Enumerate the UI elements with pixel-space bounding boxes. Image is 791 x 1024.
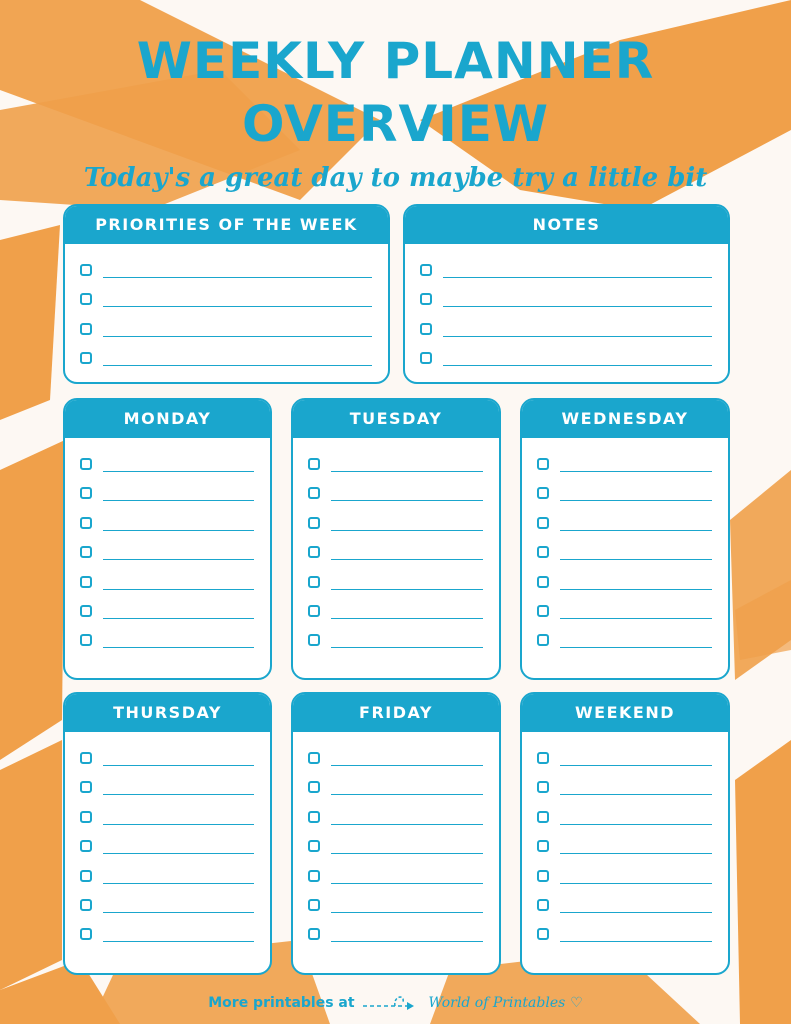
write-line[interactable]	[103, 530, 254, 531]
write-line[interactable]	[103, 618, 254, 619]
checklist-item	[65, 840, 270, 854]
write-line[interactable]	[560, 883, 712, 884]
checklist-item	[65, 293, 388, 307]
checkbox[interactable]	[537, 870, 549, 882]
checklist-item	[293, 781, 499, 795]
write-line[interactable]	[560, 853, 712, 854]
checkbox[interactable]	[80, 870, 92, 882]
write-line[interactable]	[103, 912, 254, 913]
write-line[interactable]	[560, 471, 712, 472]
write-line[interactable]	[331, 853, 483, 854]
checklist-item	[65, 870, 270, 884]
write-line[interactable]	[560, 618, 712, 619]
checkbox[interactable]	[80, 811, 92, 823]
checkbox[interactable]	[80, 352, 92, 364]
write-line[interactable]	[560, 500, 712, 501]
write-line[interactable]	[331, 471, 483, 472]
checkbox[interactable]	[308, 634, 320, 646]
card-monday	[63, 398, 272, 680]
checkbox[interactable]	[80, 634, 92, 646]
checkbox[interactable]	[308, 928, 320, 940]
write-line[interactable]	[331, 883, 483, 884]
checklist-item	[522, 634, 728, 648]
checkbox[interactable]	[537, 605, 549, 617]
checkbox[interactable]	[308, 811, 320, 823]
write-line[interactable]	[443, 306, 712, 307]
card-header-weekend: WEEKEND	[522, 694, 728, 732]
checklist-item	[65, 352, 388, 366]
checklist-item	[65, 928, 270, 942]
checklist-item	[293, 546, 499, 560]
checklist-item	[522, 605, 728, 619]
checkbox[interactable]	[80, 517, 92, 529]
write-line[interactable]	[331, 794, 483, 795]
checklist-item	[65, 752, 270, 766]
checkbox[interactable]	[80, 840, 92, 852]
checkbox[interactable]	[80, 458, 92, 470]
checkbox[interactable]	[80, 546, 92, 558]
checkbox[interactable]	[537, 840, 549, 852]
write-line[interactable]	[103, 365, 372, 366]
checkbox[interactable]	[80, 605, 92, 617]
checklist-item	[522, 811, 728, 825]
card-wednesday	[520, 398, 730, 680]
checklist-item	[405, 264, 728, 278]
card-notes	[403, 204, 730, 384]
checklist-item	[65, 899, 270, 913]
write-line[interactable]	[103, 500, 254, 501]
write-line[interactable]	[103, 824, 254, 825]
checkbox[interactable]	[537, 781, 549, 793]
checklist-item	[522, 517, 728, 531]
page-title-line-1: WEEKLY PLANNER	[136, 32, 655, 90]
checkbox[interactable]	[420, 264, 432, 276]
checkbox[interactable]	[308, 487, 320, 499]
card-thursday	[63, 692, 272, 975]
write-line[interactable]	[560, 647, 712, 648]
checkbox[interactable]	[308, 605, 320, 617]
write-line[interactable]	[331, 765, 483, 766]
checklist-item	[65, 634, 270, 648]
card-header-wednesday: WEDNESDAY	[522, 400, 728, 438]
card-header-tuesday: TUESDAY	[293, 400, 499, 438]
checkbox[interactable]	[308, 458, 320, 470]
card-header-monday: MONDAY	[65, 400, 270, 438]
checklist-item	[405, 323, 728, 337]
write-line[interactable]	[331, 912, 483, 913]
checkbox[interactable]	[308, 576, 320, 588]
dashed-arrow-icon	[359, 992, 423, 1014]
write-line[interactable]	[560, 824, 712, 825]
checklist-item	[293, 487, 499, 501]
write-line[interactable]	[560, 559, 712, 560]
checklist-item	[293, 458, 499, 472]
checklist-item	[293, 928, 499, 942]
write-line[interactable]	[443, 336, 712, 337]
checkbox[interactable]	[308, 840, 320, 852]
checkbox[interactable]	[80, 293, 92, 305]
write-line[interactable]	[103, 559, 254, 560]
checkbox[interactable]	[80, 264, 92, 276]
checkbox[interactable]	[537, 546, 549, 558]
checkbox[interactable]	[80, 781, 92, 793]
card-tuesday	[291, 398, 501, 680]
write-line[interactable]	[331, 941, 483, 942]
checkbox[interactable]	[308, 752, 320, 764]
write-line[interactable]	[443, 277, 712, 278]
checklist-item	[522, 870, 728, 884]
checklist-item	[522, 546, 728, 560]
checklist-item	[65, 781, 270, 795]
checklist-item	[65, 323, 388, 337]
write-line[interactable]	[103, 471, 254, 472]
checklist-item	[522, 781, 728, 795]
checklist-item	[65, 605, 270, 619]
checkbox[interactable]	[308, 781, 320, 793]
write-line[interactable]	[103, 336, 372, 337]
card-header-thursday: THURSDAY	[65, 694, 270, 732]
write-line[interactable]	[103, 277, 372, 278]
checklist-item	[293, 517, 499, 531]
write-line[interactable]	[560, 912, 712, 913]
checklist-item	[65, 487, 270, 501]
page-subtitle: Today's a great day to maybe try a little bit	[83, 163, 708, 193]
write-line[interactable]	[103, 765, 254, 766]
write-line[interactable]	[103, 794, 254, 795]
heart-icon: ♡	[570, 995, 583, 1011]
write-line[interactable]	[103, 306, 372, 307]
checklist-item	[65, 546, 270, 560]
checkbox[interactable]	[537, 458, 549, 470]
write-line[interactable]	[331, 589, 483, 590]
checklist-item	[65, 576, 270, 590]
checkbox[interactable]	[537, 517, 549, 529]
page-title-line-2: OVERVIEW	[241, 95, 550, 153]
checklist-item	[65, 264, 388, 278]
checklist-item	[293, 576, 499, 590]
card-friday	[291, 692, 501, 975]
checklist-item	[522, 928, 728, 942]
card-header-notes: NOTES	[405, 206, 728, 244]
checkbox[interactable]	[80, 576, 92, 588]
card-priorities	[63, 204, 390, 384]
card-header-priorities: PRIORITIES OF THE WEEK	[65, 206, 388, 244]
write-line[interactable]	[103, 853, 254, 854]
checkbox[interactable]	[537, 928, 549, 940]
checkbox[interactable]	[537, 576, 549, 588]
checkbox[interactable]	[537, 487, 549, 499]
checkbox[interactable]	[420, 323, 432, 335]
checklist-item	[293, 605, 499, 619]
checklist-item	[405, 293, 728, 307]
checkbox[interactable]	[420, 293, 432, 305]
checkbox[interactable]	[308, 899, 320, 911]
checklist-item	[522, 752, 728, 766]
checklist-item	[522, 576, 728, 590]
write-line[interactable]	[331, 618, 483, 619]
write-line[interactable]	[443, 365, 712, 366]
write-line[interactable]	[103, 647, 254, 648]
checklist-item	[293, 870, 499, 884]
checklist-item	[522, 899, 728, 913]
checkbox[interactable]	[80, 899, 92, 911]
checklist-item	[522, 458, 728, 472]
checkbox[interactable]	[537, 899, 549, 911]
checkbox[interactable]	[537, 752, 549, 764]
card-weekend	[520, 692, 730, 975]
checkbox[interactable]	[308, 870, 320, 882]
write-line[interactable]	[331, 559, 483, 560]
checkbox[interactable]	[537, 634, 549, 646]
checklist-item	[65, 811, 270, 825]
checkbox[interactable]	[420, 352, 432, 364]
checklist-item	[293, 899, 499, 913]
checklist-item	[293, 840, 499, 854]
checklist-item	[405, 352, 728, 366]
checklist-item	[65, 517, 270, 531]
footer-prefix: More printables at	[208, 995, 355, 1011]
write-line[interactable]	[103, 589, 254, 590]
checkbox[interactable]	[80, 928, 92, 940]
write-line[interactable]	[103, 941, 254, 942]
checklist-item	[522, 840, 728, 854]
write-line[interactable]	[560, 589, 712, 590]
checklist-item	[522, 487, 728, 501]
checklist-item	[65, 458, 270, 472]
write-line[interactable]	[331, 824, 483, 825]
footer	[0, 992, 791, 1018]
write-line[interactable]	[331, 500, 483, 501]
card-header-friday: FRIDAY	[293, 694, 499, 732]
write-line[interactable]	[560, 941, 712, 942]
checkbox[interactable]	[80, 752, 92, 764]
checklist-item	[293, 811, 499, 825]
write-line[interactable]	[331, 647, 483, 648]
write-line[interactable]	[331, 530, 483, 531]
checkbox[interactable]	[308, 546, 320, 558]
checklist-item	[293, 634, 499, 648]
checkbox[interactable]	[308, 517, 320, 529]
checkbox[interactable]	[537, 811, 549, 823]
write-line[interactable]	[560, 765, 712, 766]
write-line[interactable]	[560, 794, 712, 795]
checkbox[interactable]	[80, 323, 92, 335]
write-line[interactable]	[560, 530, 712, 531]
write-line[interactable]	[103, 883, 254, 884]
checklist-item	[293, 752, 499, 766]
footer-brand[interactable]: World of Printables	[428, 995, 566, 1011]
checkbox[interactable]	[80, 487, 92, 499]
